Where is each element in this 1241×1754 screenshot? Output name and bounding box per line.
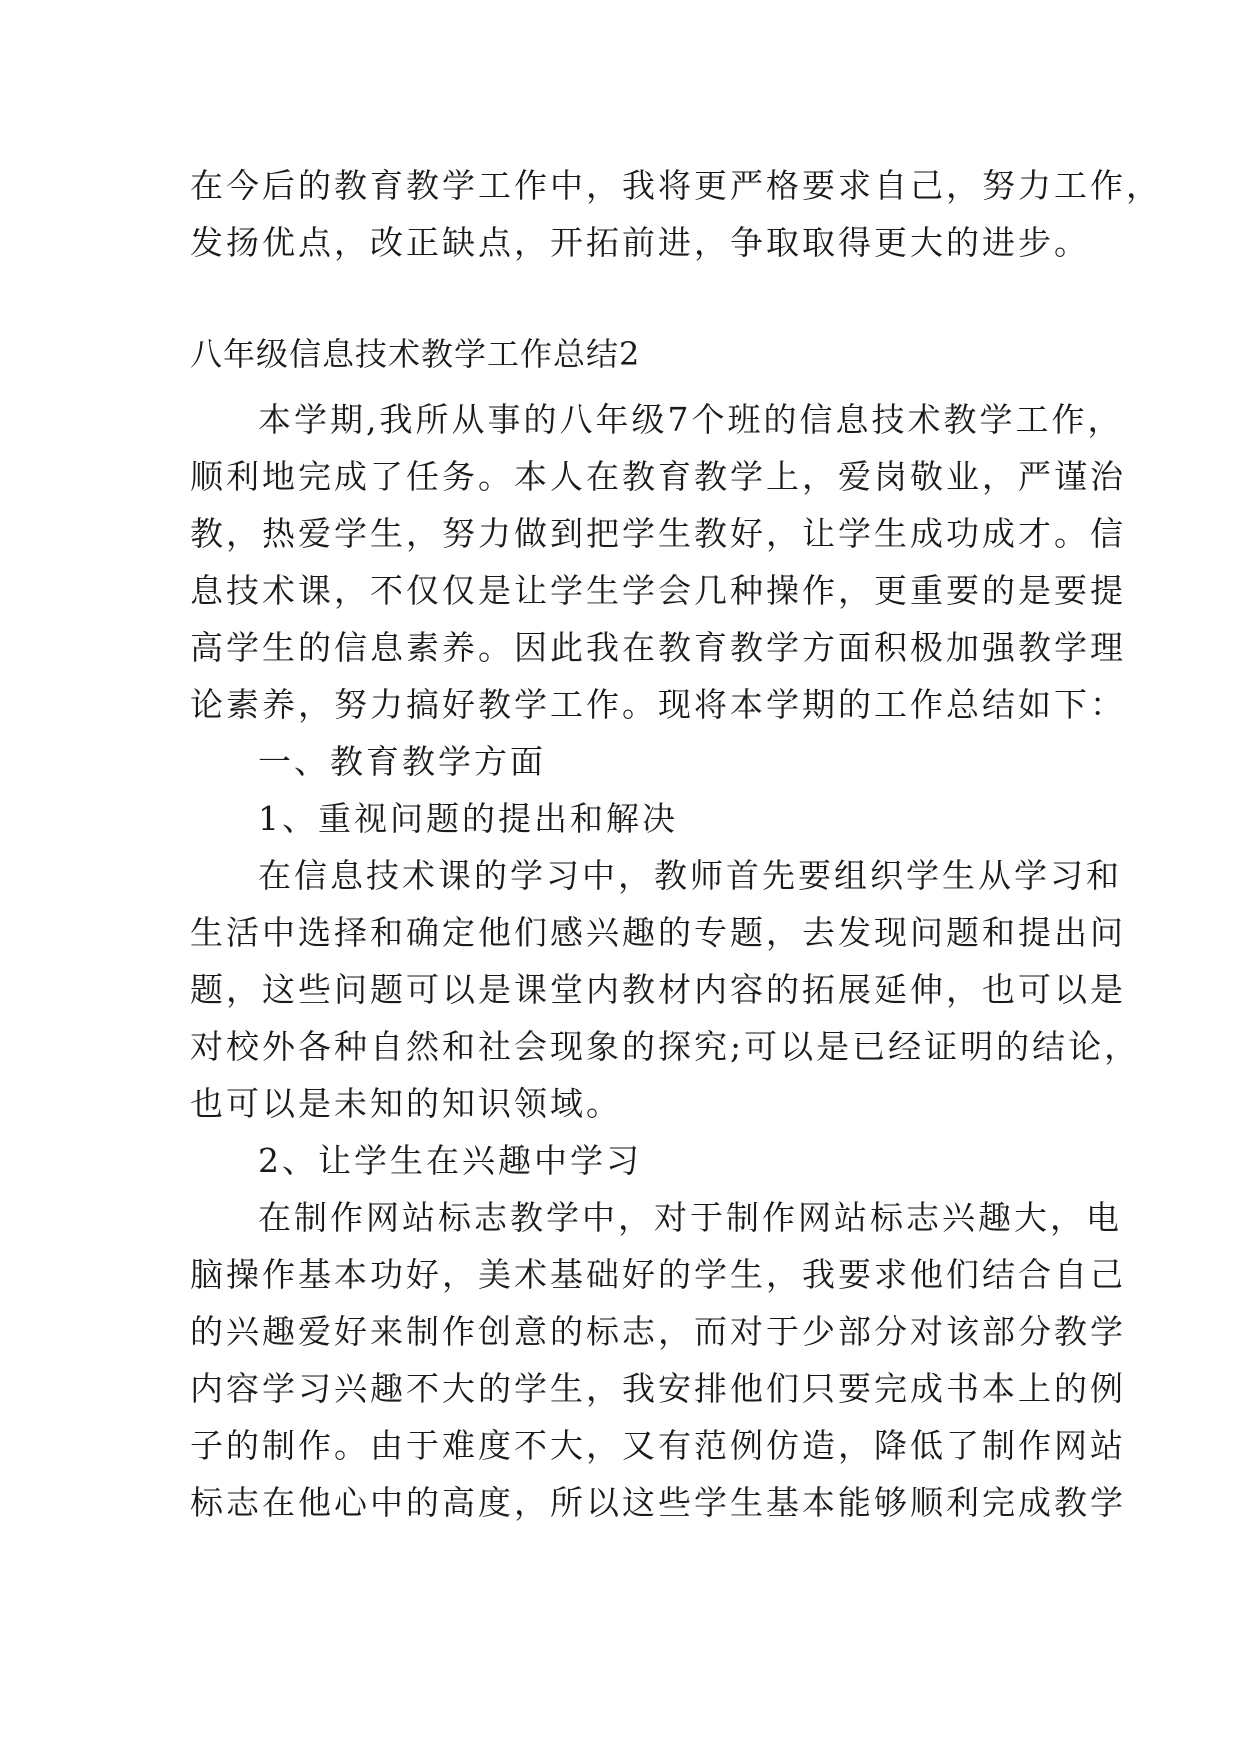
subheading: 1、重视问题的提出和解决 — [258, 799, 678, 838]
text-line: 在信息技术课的学习中，教师首先要组织学生从学习和 — [258, 856, 1122, 895]
text-line: 也可以是未知的知识领域。 — [190, 1084, 622, 1123]
section-title: 八年级信息技术教学工作总结2 — [190, 335, 641, 373]
text-line: 脑操作基本功好，美术基础好的学生，我要求他们结合自己 — [190, 1255, 1126, 1294]
document-content — [190, 157, 1162, 1531]
text-line: 本学期,我所从事的八年级7个班的信息技术教学工作， — [258, 400, 1124, 439]
text-line: 的兴趣爱好来制作创意的标志，而对于少部分对该部分教学 — [190, 1312, 1126, 1351]
text-line: 顺利地完成了任务。本人在教育教学上，爱岗敬业，严谨治 — [190, 457, 1126, 496]
text-line: 标志在他心中的高度，所以这些学生基本能够顺利完成教学 — [190, 1483, 1126, 1522]
text-line: 教，热爱学生，努力做到把学生教好，让学生成功成才。信 — [190, 514, 1126, 553]
text-line: 对校外各种自然和社会现象的探究;可以是已经证明的结论， — [190, 1027, 1141, 1066]
subheading: 2、让学生在兴趣中学习 — [258, 1141, 642, 1180]
text-line: 生活中选择和确定他们感兴趣的专题，去发现问题和提出问 — [190, 913, 1126, 952]
text-line: 论素养，努力搞好教学工作。现将本学期的工作总结如下： — [190, 685, 1126, 724]
text-line: 题，这些问题可以是课堂内教材内容的拓展延伸，也可以是 — [190, 970, 1126, 1009]
text-line: 子的制作。由于难度不大，又有范例仿造，降低了制作网站 — [190, 1426, 1126, 1465]
subheading: 一、教育教学方面 — [258, 742, 546, 781]
text-line: 内容学习兴趣不大的学生，我安排他们只要完成书本上的例 — [190, 1369, 1126, 1408]
text-line: 发扬优点，改正缺点，开拓前进，争取取得更大的进步。 — [190, 223, 1090, 262]
text-line: 在制作网站标志教学中，对于制作网站标志兴趣大，电 — [258, 1198, 1122, 1237]
text-line: 高学生的信息素养。因此我在教育教学方面积极加强教学理 — [190, 628, 1126, 667]
text-line: 在今后的教育教学工作中，我将更严格要求自己，努力工作， — [190, 166, 1162, 205]
text-line: 息技术课，不仅仅是让学生学会几种操作，更重要的是要提 — [190, 571, 1126, 610]
